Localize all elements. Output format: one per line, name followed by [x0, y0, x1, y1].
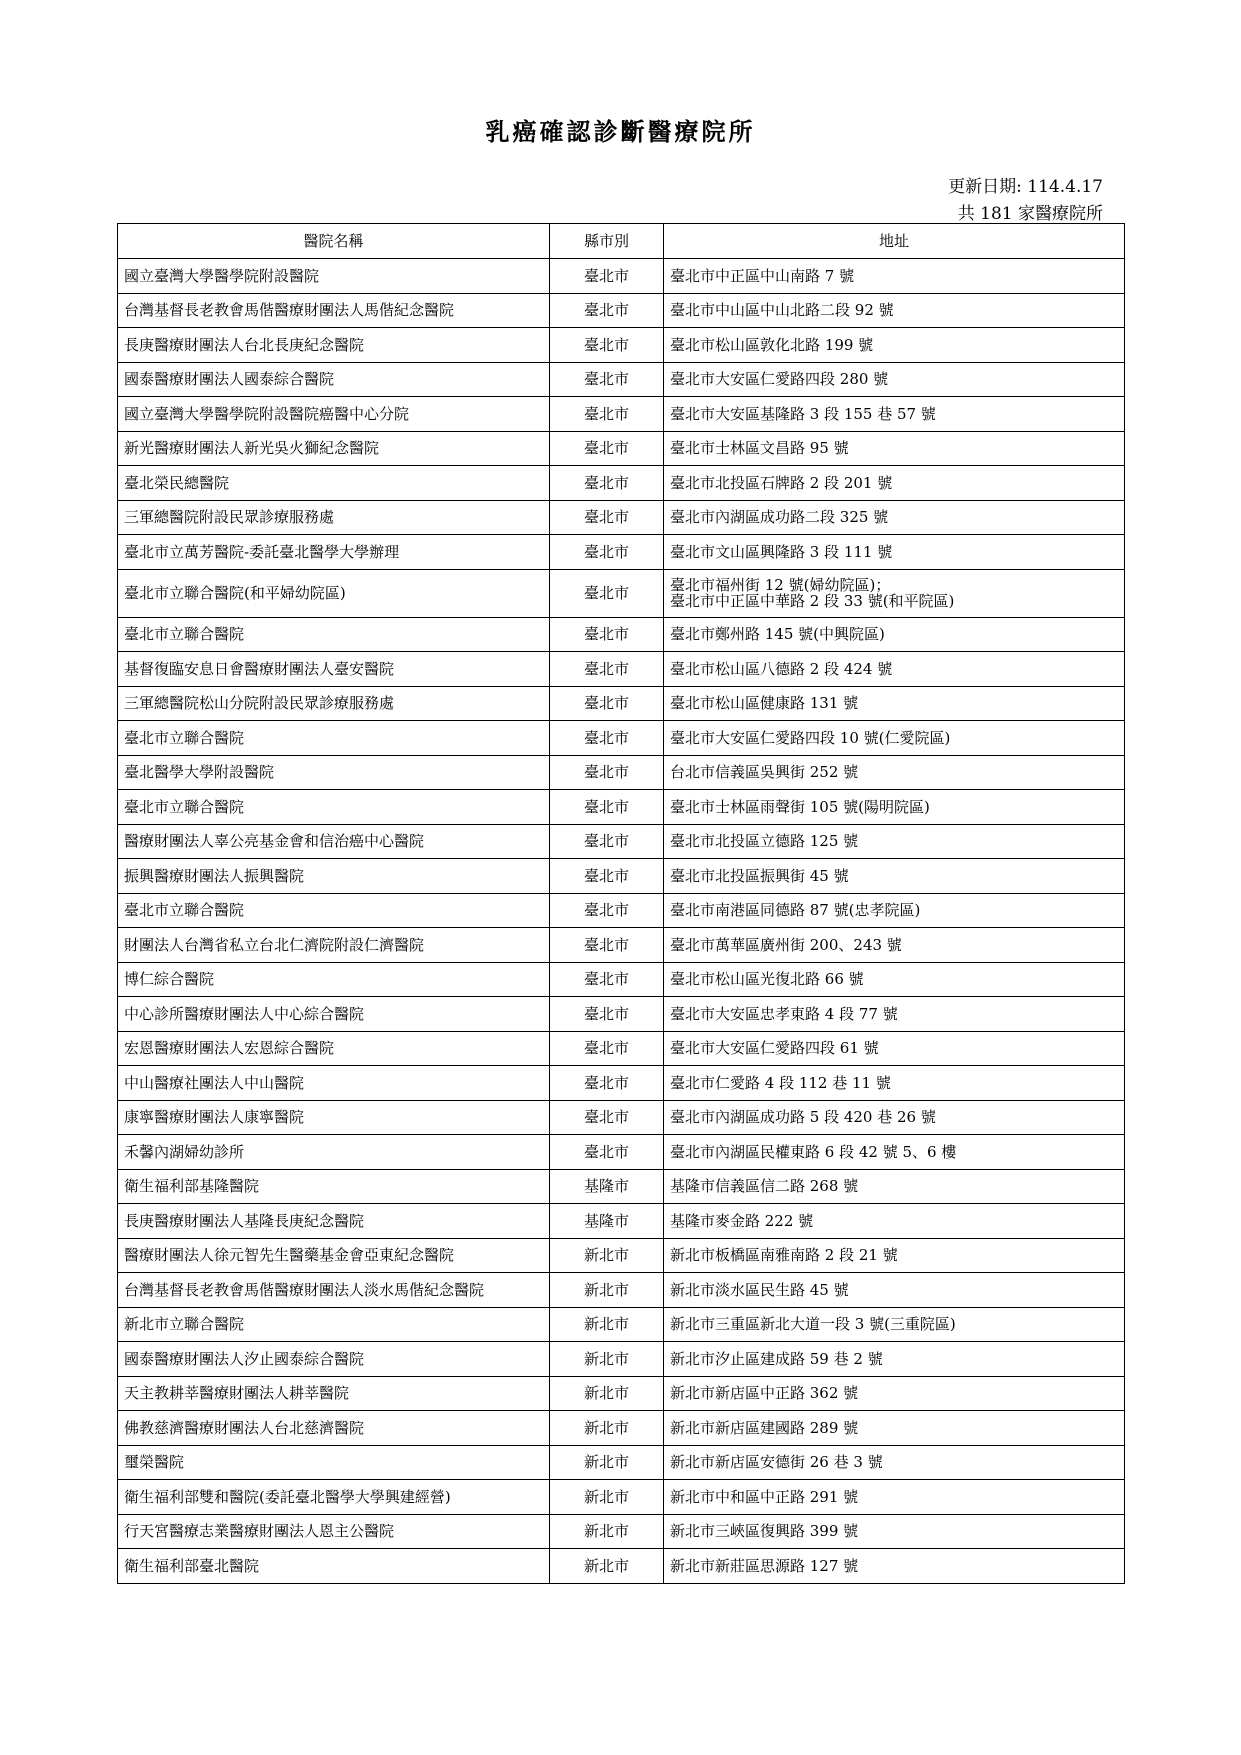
table-body — [118, 259, 1125, 1584]
table-row — [118, 1307, 1125, 1342]
city-cell: 臺北市 — [550, 259, 664, 294]
city-cell: 臺北市 — [550, 997, 664, 1032]
address-cell: 臺北市內湖區民權東路 6 段 42 號 5、6 樓 — [664, 1135, 1125, 1170]
city-cell: 基隆市 — [550, 1204, 664, 1239]
address-cell: 臺北市松山區敦化北路 199 號 — [664, 328, 1125, 363]
address-cell: 臺北市士林區文昌路 95 號 — [664, 431, 1125, 466]
table-row — [118, 1445, 1125, 1480]
city-cell: 新北市 — [550, 1480, 664, 1515]
header-address: 地址 — [664, 224, 1125, 259]
table-row — [118, 397, 1125, 432]
address-cell: 基隆市信義區信二路 268 號 — [664, 1169, 1125, 1204]
table-row — [118, 569, 1125, 617]
address-cell: 新北市淡水區民生路 45 號 — [664, 1273, 1125, 1308]
city-cell: 臺北市 — [550, 617, 664, 652]
table-row — [118, 1169, 1125, 1204]
table-row — [118, 259, 1125, 294]
hospital-name-cell: 衛生福利部基隆醫院 — [118, 1169, 550, 1204]
city-cell: 新北市 — [550, 1307, 664, 1342]
table-row — [118, 790, 1125, 825]
table-row — [118, 431, 1125, 466]
hospital-name-cell: 臺北市立萬芳醫院-委託臺北醫學大學辦理 — [118, 535, 550, 570]
address-cell: 臺北市北投區石牌路 2 段 201 號 — [664, 466, 1125, 501]
city-cell: 臺北市 — [550, 652, 664, 687]
hospital-name-cell: 國立臺灣大學醫學院附設醫院 — [118, 259, 550, 294]
address-cell: 臺北市大安區基隆路 3 段 155 巷 57 號 — [664, 397, 1125, 432]
hospital-name-cell: 臺北市立聯合醫院 — [118, 893, 550, 928]
hospital-name-cell: 佛教慈濟醫療財團法人台北慈濟醫院 — [118, 1411, 550, 1446]
table-header-row — [118, 224, 1125, 259]
address-cell: 新北市中和區中正路 291 號 — [664, 1480, 1125, 1515]
city-cell: 臺北市 — [550, 535, 664, 570]
city-cell: 臺北市 — [550, 721, 664, 756]
city-cell: 臺北市 — [550, 824, 664, 859]
hospital-name-cell: 國立臺灣大學醫學院附設醫院癌醫中心分院 — [118, 397, 550, 432]
address-cell: 臺北市萬華區廣州街 200、243 號 — [664, 928, 1125, 963]
address-cell: 新北市板橋區南雅南路 2 段 21 號 — [664, 1238, 1125, 1273]
table-row — [118, 1549, 1125, 1584]
hospital-name-cell: 台灣基督長老教會馬偕醫療財團法人淡水馬偕紀念醫院 — [118, 1273, 550, 1308]
hospital-name-cell: 臺北市立聯合醫院 — [118, 721, 550, 756]
hospital-name-cell: 璽榮醫院 — [118, 1445, 550, 1480]
hospital-name-cell: 新光醫療財團法人新光吳火獅紀念醫院 — [118, 431, 550, 466]
address-cell: 臺北市中正區中山南路 7 號 — [664, 259, 1125, 294]
city-cell: 臺北市 — [550, 1100, 664, 1135]
address-cell: 臺北市鄭州路 145 號(中興院區) — [664, 617, 1125, 652]
table-row — [118, 1204, 1125, 1239]
city-cell: 新北市 — [550, 1342, 664, 1377]
table-row — [118, 328, 1125, 363]
address-cell: 臺北市士林區雨聲街 105 號(陽明院區) — [664, 790, 1125, 825]
table-row — [118, 928, 1125, 963]
address-cell: 新北市三峽區復興路 399 號 — [664, 1514, 1125, 1549]
address-cell: 新北市新店區中正路 362 號 — [664, 1376, 1125, 1411]
header-hospital-name: 醫院名稱 — [118, 224, 550, 259]
city-cell: 新北市 — [550, 1549, 664, 1584]
table-row — [118, 1273, 1125, 1308]
update-date: 更新日期: 114.4.17 — [948, 177, 1103, 197]
table-row — [118, 1480, 1125, 1515]
address-cell: 新北市新莊區思源路 127 號 — [664, 1549, 1125, 1584]
table-row — [118, 466, 1125, 501]
table-row — [118, 1342, 1125, 1377]
table-row — [118, 1100, 1125, 1135]
table-row — [118, 1514, 1125, 1549]
address-cell: 臺北市大安區仁愛路四段 280 號 — [664, 362, 1125, 397]
table-row — [118, 962, 1125, 997]
address-cell: 基隆市麥金路 222 號 — [664, 1204, 1125, 1239]
hospital-table — [117, 223, 1125, 1584]
city-cell: 臺北市 — [550, 500, 664, 535]
address-cell: 臺北市松山區光復北路 66 號 — [664, 962, 1125, 997]
hospital-name-cell: 宏恩醫療財團法人宏恩綜合醫院 — [118, 1031, 550, 1066]
table-row — [118, 293, 1125, 328]
city-cell: 臺北市 — [550, 466, 664, 501]
city-cell: 基隆市 — [550, 1169, 664, 1204]
table-row — [118, 1135, 1125, 1170]
city-cell: 臺北市 — [550, 962, 664, 997]
table-row — [118, 535, 1125, 570]
city-cell: 臺北市 — [550, 893, 664, 928]
address-cell: 臺北市松山區健康路 131 號 — [664, 686, 1125, 721]
address-cell: 新北市汐止區建成路 59 巷 2 號 — [664, 1342, 1125, 1377]
hospital-name-cell: 醫療財團法人徐元智先生醫藥基金會亞東紀念醫院 — [118, 1238, 550, 1273]
city-cell: 臺北市 — [550, 928, 664, 963]
hospital-name-cell: 行天宮醫療志業醫療財團法人恩主公醫院 — [118, 1514, 550, 1549]
table-row — [118, 1066, 1125, 1101]
address-cell: 臺北市福州街 12 號(婦幼院區)； 臺北市中正區中華路 2 段 33 號(和平院區) — [664, 569, 1125, 617]
city-cell: 臺北市 — [550, 569, 664, 617]
table-row — [118, 1031, 1125, 1066]
city-cell: 臺北市 — [550, 859, 664, 894]
address-cell: 臺北市大安區忠孝東路 4 段 77 號 — [664, 997, 1125, 1032]
hospital-name-cell: 長庚醫療財團法人台北長庚紀念醫院 — [118, 328, 550, 363]
hospital-name-cell: 康寧醫療財團法人康寧醫院 — [118, 1100, 550, 1135]
table-row — [118, 997, 1125, 1032]
hospital-name-cell: 台灣基督長老教會馬偕醫療財團法人馬偕紀念醫院 — [118, 293, 550, 328]
address-cell: 臺北市北投區振興街 45 號 — [664, 859, 1125, 894]
hospital-name-cell: 國泰醫療財團法人國泰綜合醫院 — [118, 362, 550, 397]
hospital-name-cell: 三軍總醫院附設民眾診療服務處 — [118, 500, 550, 535]
table-row — [118, 721, 1125, 756]
city-cell: 新北市 — [550, 1273, 664, 1308]
address-cell: 臺北市內湖區成功路 5 段 420 巷 26 號 — [664, 1100, 1125, 1135]
table-row — [118, 893, 1125, 928]
city-cell: 臺北市 — [550, 1135, 664, 1170]
total-count: 共 181 家醫療院所 — [957, 204, 1103, 224]
table-row — [118, 859, 1125, 894]
hospital-name-cell: 禾馨內湖婦幼診所 — [118, 1135, 550, 1170]
address-cell: 台北市信義區吳興街 252 號 — [664, 755, 1125, 790]
city-cell: 新北市 — [550, 1376, 664, 1411]
address-cell: 新北市新店區建國路 289 號 — [664, 1411, 1125, 1446]
table-row — [118, 755, 1125, 790]
table-row — [118, 1411, 1125, 1446]
hospital-name-cell: 中山醫療社團法人中山醫院 — [118, 1066, 550, 1101]
city-cell: 臺北市 — [550, 686, 664, 721]
city-cell: 新北市 — [550, 1445, 664, 1480]
address-cell: 臺北市仁愛路 4 段 112 巷 11 號 — [664, 1066, 1125, 1101]
hospital-name-cell: 臺北市立聯合醫院 — [118, 617, 550, 652]
address-cell: 臺北市北投區立德路 125 號 — [664, 824, 1125, 859]
hospital-name-cell: 衛生福利部臺北醫院 — [118, 1549, 550, 1584]
hospital-name-cell: 醫療財團法人辜公亮基金會和信治癌中心醫院 — [118, 824, 550, 859]
address-cell: 臺北市大安區仁愛路四段 61 號 — [664, 1031, 1125, 1066]
city-cell: 臺北市 — [550, 790, 664, 825]
hospital-name-cell: 基督復臨安息日會醫療財團法人臺安醫院 — [118, 652, 550, 687]
hospital-name-cell: 博仁綜合醫院 — [118, 962, 550, 997]
address-cell: 臺北市南港區同德路 87 號(忠孝院區) — [664, 893, 1125, 928]
table-row — [118, 1376, 1125, 1411]
hospital-name-cell: 振興醫療財團法人振興醫院 — [118, 859, 550, 894]
city-cell: 新北市 — [550, 1238, 664, 1273]
hospital-name-cell: 衛生福利部雙和醫院(委託臺北醫學大學興建經營) — [118, 1480, 550, 1515]
hospital-name-cell: 天主教耕莘醫療財團法人耕莘醫院 — [118, 1376, 550, 1411]
hospital-name-cell: 臺北榮民總醫院 — [118, 466, 550, 501]
city-cell: 新北市 — [550, 1411, 664, 1446]
table-row — [118, 617, 1125, 652]
address-cell: 臺北市大安區仁愛路四段 10 號(仁愛院區) — [664, 721, 1125, 756]
city-cell: 臺北市 — [550, 1031, 664, 1066]
city-cell: 新北市 — [550, 1514, 664, 1549]
city-cell: 臺北市 — [550, 328, 664, 363]
city-cell: 臺北市 — [550, 362, 664, 397]
city-cell: 臺北市 — [550, 293, 664, 328]
hospital-name-cell: 中心診所醫療財團法人中心綜合醫院 — [118, 997, 550, 1032]
document-title: 乳癌確認診斷醫療院所 — [485, 117, 756, 146]
address-cell: 新北市新店區安德街 26 巷 3 號 — [664, 1445, 1125, 1480]
city-cell: 臺北市 — [550, 1066, 664, 1101]
table-row — [118, 824, 1125, 859]
hospital-name-cell: 長庚醫療財團法人基隆長庚紀念醫院 — [118, 1204, 550, 1239]
address-cell: 新北市三重區新北大道一段 3 號(三重院區) — [664, 1307, 1125, 1342]
hospital-name-cell: 臺北市立聯合醫院(和平婦幼院區) — [118, 569, 550, 617]
city-cell: 臺北市 — [550, 755, 664, 790]
hospital-name-cell: 國泰醫療財團法人汐止國泰綜合醫院 — [118, 1342, 550, 1377]
hospital-name-cell: 臺北市立聯合醫院 — [118, 790, 550, 825]
hospital-name-cell: 新北市立聯合醫院 — [118, 1307, 550, 1342]
address-cell: 臺北市松山區八德路 2 段 424 號 — [664, 652, 1125, 687]
city-cell: 臺北市 — [550, 397, 664, 432]
hospital-name-cell: 臺北醫學大學附設醫院 — [118, 755, 550, 790]
table-row — [118, 652, 1125, 687]
address-cell: 臺北市中山區中山北路二段 92 號 — [664, 293, 1125, 328]
table-row — [118, 362, 1125, 397]
address-cell: 臺北市內湖區成功路二段 325 號 — [664, 500, 1125, 535]
address-cell: 臺北市文山區興隆路 3 段 111 號 — [664, 535, 1125, 570]
city-cell: 臺北市 — [550, 431, 664, 466]
hospital-name-cell: 三軍總醫院松山分院附設民眾診療服務處 — [118, 686, 550, 721]
header-city: 縣市別 — [550, 224, 664, 259]
table-row — [118, 1238, 1125, 1273]
table-row — [118, 686, 1125, 721]
hospital-name-cell: 財團法人台灣省私立台北仁濟院附設仁濟醫院 — [118, 928, 550, 963]
table-row — [118, 500, 1125, 535]
